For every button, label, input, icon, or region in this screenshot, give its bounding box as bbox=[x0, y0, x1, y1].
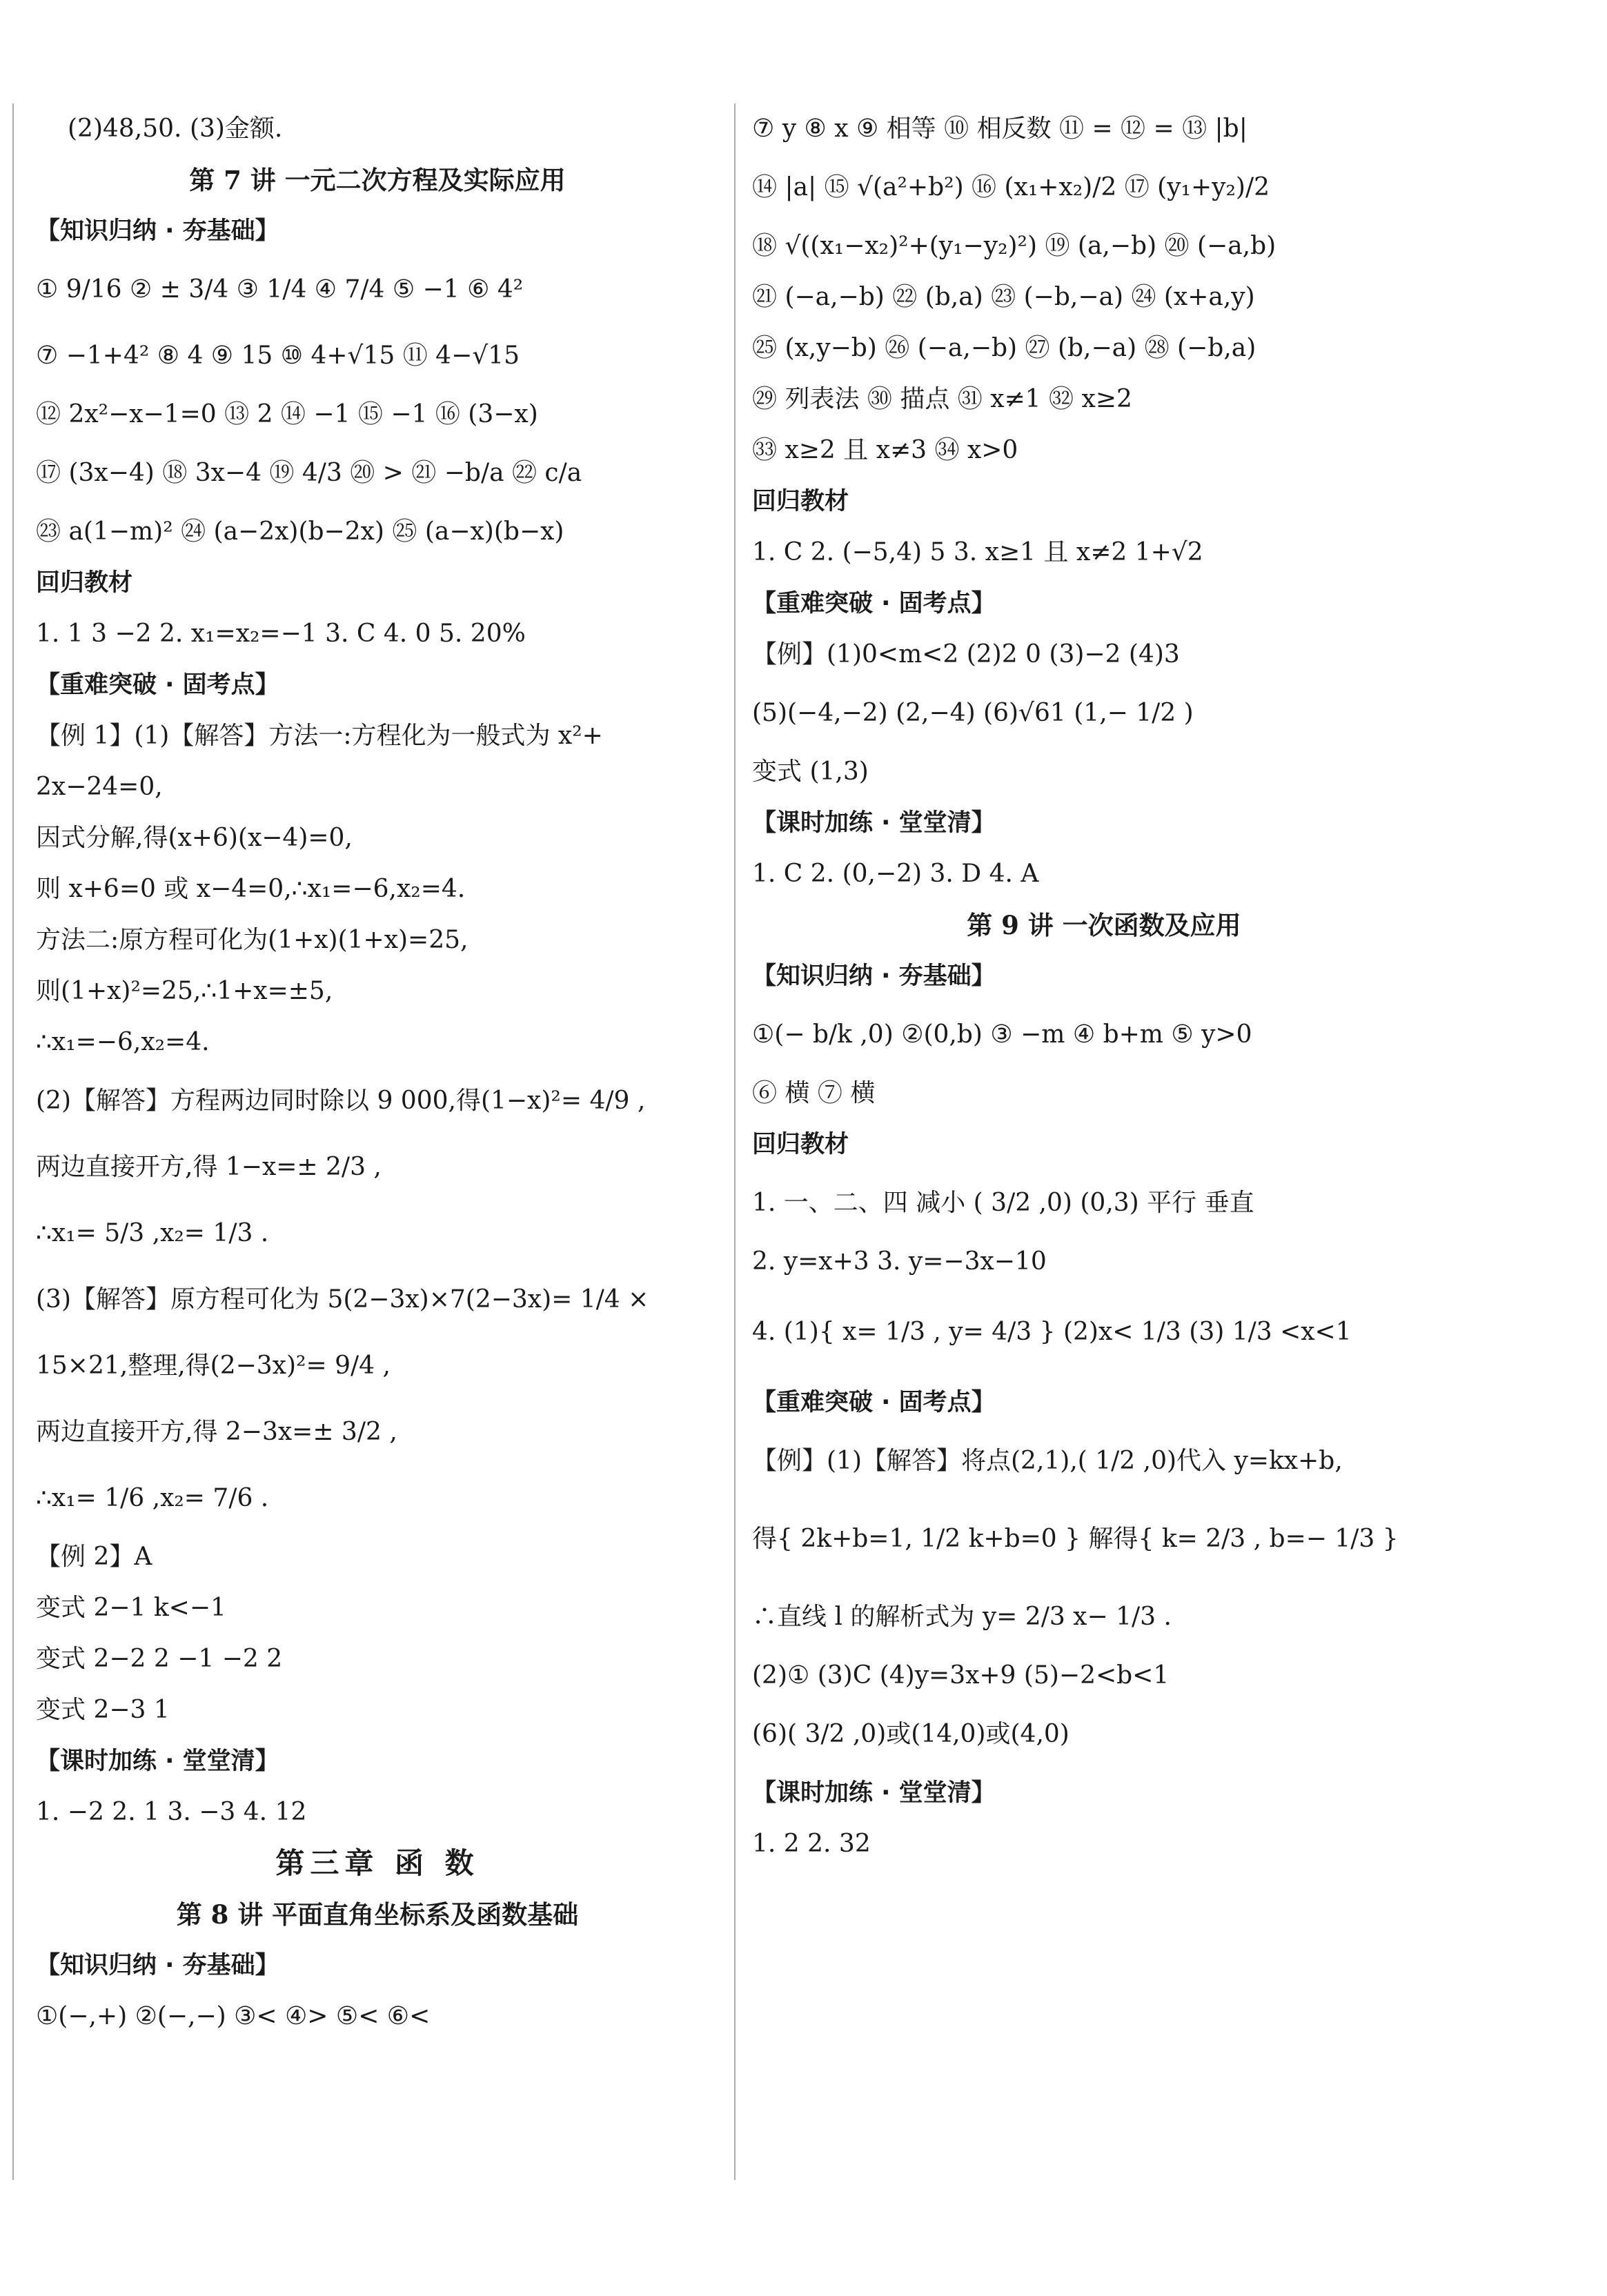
answer-line: 1. 2 2. 32 bbox=[752, 1830, 871, 1858]
answer-line: 变式 (1,3) bbox=[752, 758, 869, 786]
answer-line: ㉑ (−a,−b) ㉒ (b,a) ㉓ (−b,−a) ㉔ (x+a,y) bbox=[752, 283, 1255, 311]
solution-line: 方法二:原方程可化为(1+x)(1+x)=25, bbox=[36, 926, 469, 954]
section-heading: 【重难突破 · 固考点】 bbox=[752, 1389, 996, 1416]
answer-line: 1. C 2. (0,−2) 3. D 4. A bbox=[752, 860, 1039, 888]
answer-line: 变式 2−1 k<−1 bbox=[36, 1594, 226, 1622]
solution-line: 得{ 2k+b=1, 1/2 k+b=0 } 解得{ k= 2/3 , b=− 1/3 } bbox=[752, 1525, 1399, 1553]
solution-line: (3)【解答】原方程可化为 5(2−3x)×7(2−3x)= 1/4 × bbox=[36, 1285, 649, 1314]
column-divider bbox=[734, 103, 736, 2180]
answer-line: ⑫ 2x²−x−1=0 ⑬ 2 ⑭ −1 ⑮ −1 ⑯ (3−x) bbox=[36, 400, 538, 428]
solution-line: 【例 1】(1)【解答】方法一:方程化为一般式为 x²+ bbox=[36, 722, 603, 750]
section-heading: 【课时加练 · 堂堂清】 bbox=[752, 809, 996, 837]
lecture-title: 第 8 讲 平面直角坐标系及函数基础 bbox=[176, 1899, 579, 1930]
section-heading: 【知识归纳 · 夯基础】 bbox=[752, 962, 996, 990]
solution-line: 【例】(1)【解答】将点(2,1),( 1/2 ,0)代入 y=kx+b, bbox=[752, 1447, 1343, 1475]
lecture-title: 第 7 讲 一元二次方程及实际应用 bbox=[189, 165, 566, 195]
section-heading: 【课时加练 · 堂堂清】 bbox=[36, 1748, 279, 1775]
solution-line: 两边直接开方,得 2−3x=± 3/2 , bbox=[36, 1418, 397, 1446]
solution-line: 则 x+6=0 或 x−4=0,∴x₁=−6,x₂=4. bbox=[36, 875, 466, 903]
solution-line: (6)( 3/2 ,0)或(14,0)或(4,0) bbox=[752, 1720, 1069, 1748]
section-heading: 【课时加练 · 堂堂清】 bbox=[752, 1779, 996, 1807]
answer-line: (5)(−4,−2) (2,−4) (6)√61 (1,− 1/2 ) bbox=[752, 699, 1194, 727]
answer-line: ⑥ 横 ⑦ 横 bbox=[752, 1079, 876, 1107]
section-heading: 【知识归纳 · 夯基础】 bbox=[36, 1952, 279, 1979]
answer-line: ㉝ x≥2 且 x≠3 ㉞ x>0 bbox=[752, 436, 1018, 464]
answer-line: ㉓ a(1−m)² ㉔ (a−2x)(b−2x) ㉕ (a−x)(b−x) bbox=[36, 517, 564, 546]
answer-line: 1. 1 3 −2 2. x₁=x₂=−1 3. C 4. 0 5. 20% bbox=[36, 620, 526, 648]
lecture-title: 第 9 讲 一次函数及应用 bbox=[967, 910, 1241, 940]
solution-line: 15×21,整理,得(2−3x)²= 9/4 , bbox=[36, 1352, 391, 1380]
section-heading: 回归教材 bbox=[36, 569, 133, 597]
answer-line: 【例 2】A bbox=[36, 1543, 152, 1571]
left-column bbox=[36, 103, 719, 2042]
solution-line: (2)① (3)C (4)y=3x+9 (5)−2<b<1 bbox=[752, 1661, 1170, 1690]
answer-line: 变式 2−3 1 bbox=[36, 1696, 170, 1724]
answer-line: 4. (1){ x= 1/3 , y= 4/3 } (2)x< 1/3 (3) 1/3 <x<1 bbox=[752, 1318, 1352, 1346]
solution-line: ∴x₁= 1/6 ,x₂= 7/6 . bbox=[36, 1484, 269, 1512]
section-heading: 【重难突破 · 固考点】 bbox=[752, 590, 996, 617]
section-heading: 回归教材 bbox=[752, 488, 849, 515]
chapter-title: 第三章 函 数 bbox=[275, 1846, 480, 1880]
left-margin-line bbox=[12, 103, 14, 2180]
answer-line: 【例】(1)0<m<2 (2)2 0 (3)−2 (4)3 bbox=[752, 640, 1180, 669]
answer-line: ⑦ y ⑧ x ⑨ 相等 ⑩ 相反数 ⑪ = ⑫ = ⑬ |b| bbox=[752, 115, 1248, 143]
solution-line: (2)【解答】方程两边同时除以 9 000,得(1−x)²= 4/9 , bbox=[36, 1087, 646, 1115]
solution-line: 2x−24=0, bbox=[36, 773, 163, 801]
section-heading: 回归教材 bbox=[752, 1131, 849, 1158]
answer-line: ⑰ (3x−4) ⑱ 3x−4 ⑲ 4/3 ⑳ > ㉑ −b/a ㉒ c/a bbox=[36, 459, 582, 487]
answer-line: 1. C 2. (−5,4) 5 3. x≥1 且 x≠2 1+√2 bbox=[752, 538, 1203, 566]
answer-line: ㉕ (x,y−b) ㉖ (−a,−b) ㉗ (b,−a) ㉘ (−b,a) bbox=[752, 334, 1256, 362]
answer-line: ⑱ √((x₁−x₂)²+(y₁−y₂)²) ⑲ (a,−b) ⑳ (−a,b) bbox=[752, 232, 1276, 260]
solution-line: 则(1+x)²=25,∴1+x=±5, bbox=[36, 977, 333, 1005]
answer-line: ⑭ |a| ⑮ √(a²+b²) ⑯ (x₁+x₂)/2 ⑰ (y₁+y₂)/2 bbox=[752, 173, 1270, 201]
section-heading: 【知识归纳 · 夯基础】 bbox=[36, 217, 279, 245]
solution-line: ∴直线 l 的解析式为 y= 2/3 x− 1/3 . bbox=[752, 1603, 1172, 1631]
solution-line: 因式分解,得(x+6)(x−4)=0, bbox=[36, 824, 353, 852]
answer-line: 变式 2−2 2 −1 −2 2 bbox=[36, 1645, 283, 1673]
answer-line: ①(− b/k ,0) ②(0,b) ③ −m ④ b+m ⑤ y>0 bbox=[752, 1020, 1252, 1049]
solution-line: 两边直接开方,得 1−x=± 2/3 , bbox=[36, 1153, 382, 1181]
answer-line: ⑦ −1+4² ⑧ 4 ⑨ 15 ⑩ 4+√15 ⑪ 4−√15 bbox=[36, 342, 520, 370]
section-heading: 【重难突破 · 固考点】 bbox=[36, 671, 279, 699]
answer-line: 2. y=x+3 3. y=−3x−10 bbox=[752, 1247, 1047, 1276]
answer-line: ①(−,+) ②(−,−) ③< ④> ⑤< ⑥< bbox=[36, 2002, 431, 2030]
answer-line: 1. 一、二、四 减小 ( 3/2 ,0) (0,3) 平行 垂直 bbox=[752, 1189, 1254, 1217]
solution-line: ∴x₁= 5/3 ,x₂= 1/3 . bbox=[36, 1219, 269, 1247]
answer-line: ㉙ 列表法 ㉚ 描点 ㉛ x≠1 ㉜ x≥2 bbox=[752, 385, 1132, 413]
answer-line: 1. −2 2. 1 3. −3 4. 12 bbox=[36, 1798, 307, 1826]
answer-line: ① 9/16 ② ± 3/4 ③ 1/4 ④ 7/4 ⑤ −1 ⑥ 4² bbox=[36, 275, 524, 304]
answer-line: (2)48,50. (3)金额. bbox=[68, 115, 283, 143]
right-column bbox=[752, 103, 1456, 1870]
solution-line: ∴x₁=−6,x₂=4. bbox=[36, 1028, 210, 1056]
